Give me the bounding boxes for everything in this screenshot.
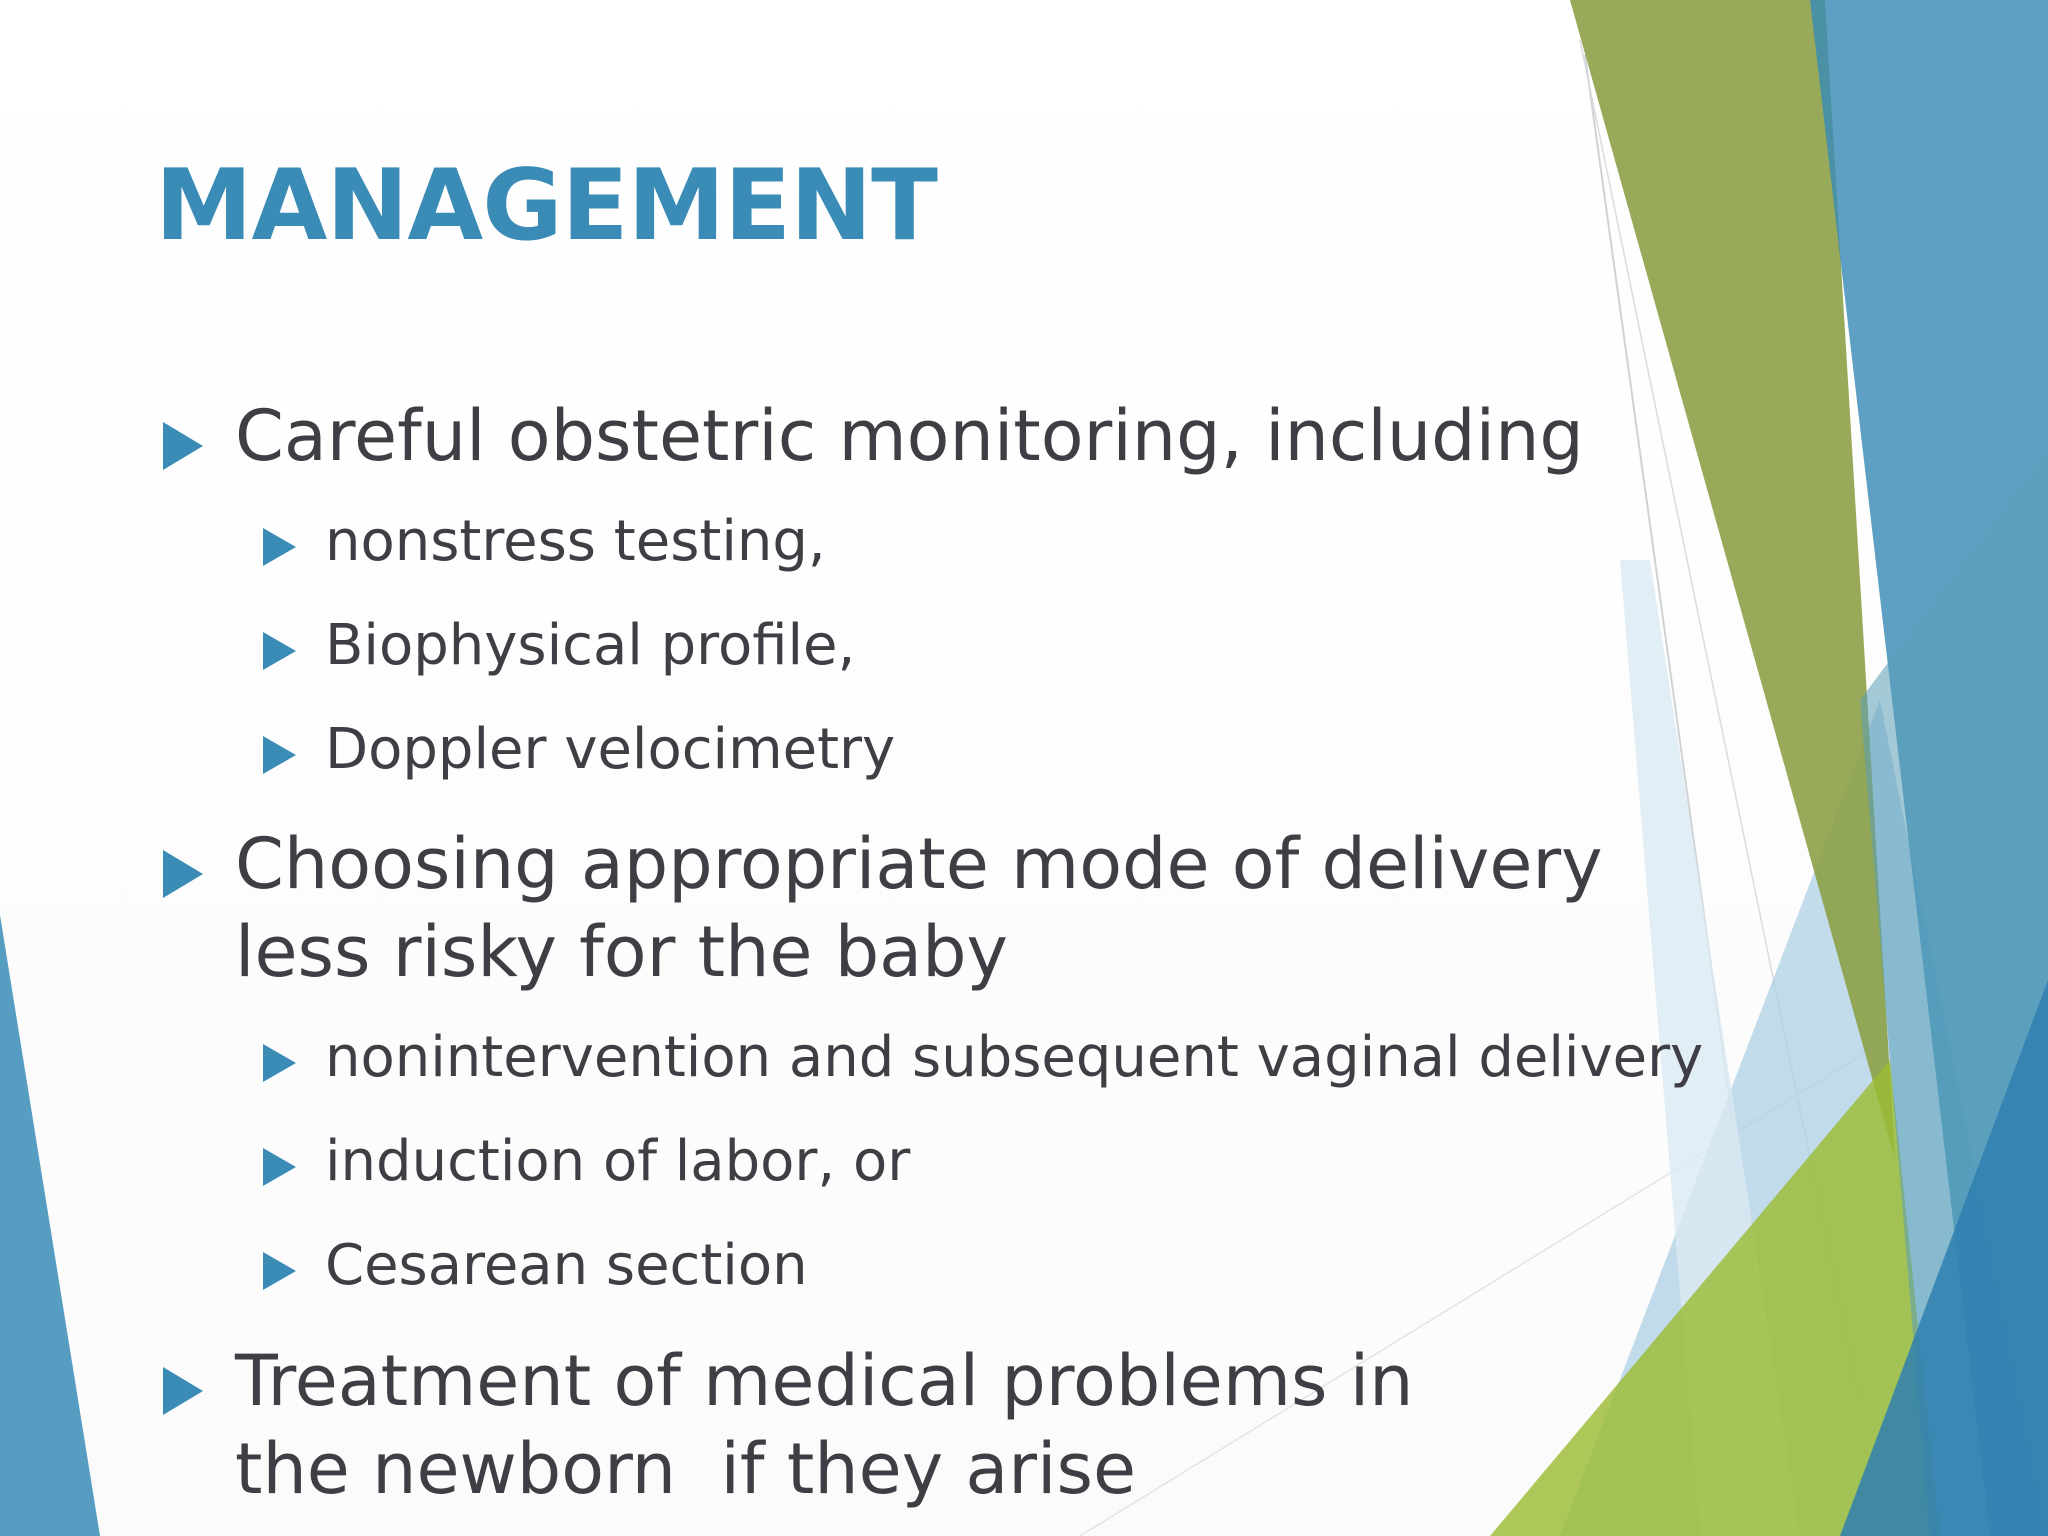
bullet-text: Biophysical profile, <box>325 613 856 678</box>
sub-bullet-item <box>325 610 855 682</box>
sub-bullet-item <box>325 714 895 786</box>
bullet-item <box>235 1337 1535 1513</box>
bullet-item <box>235 820 1675 996</box>
bullet-text: Careful obstetric monitoring, including <box>235 395 1584 477</box>
triangle-right-icon <box>263 736 296 774</box>
sub-bullet-item <box>325 506 826 578</box>
triangle-right-icon <box>263 1252 296 1290</box>
bullet-text: Choosing appropriate mode of delivery less risky for the baby <box>235 823 1603 993</box>
slide-title: MANAGEMENT <box>155 149 937 263</box>
triangle-right-icon <box>263 528 296 566</box>
triangle-right-icon <box>163 422 203 470</box>
triangle-right-icon <box>163 850 203 898</box>
bullet-text: nonintervention and subsequent vaginal delivery <box>325 1025 1704 1090</box>
bullet-text: Treatment of medical problems in the newborn if they arise <box>235 1340 1436 1510</box>
sub-bullet-item <box>325 1126 910 1198</box>
bullet-text: nonstress testing, <box>325 509 826 574</box>
bullet-text: Doppler velocimetry <box>325 717 896 782</box>
sub-bullet-item <box>325 1230 808 1302</box>
triangle-right-icon <box>263 1148 296 1186</box>
triangle-right-icon <box>263 632 296 670</box>
bullet-text: Cesarean section <box>325 1233 808 1298</box>
sub-bullet-item <box>325 1022 1703 1094</box>
bullet-text: induction of labor, or <box>325 1129 911 1194</box>
bullet-item <box>235 392 1635 480</box>
triangle-right-icon <box>163 1367 203 1415</box>
triangle-right-icon <box>263 1044 296 1082</box>
